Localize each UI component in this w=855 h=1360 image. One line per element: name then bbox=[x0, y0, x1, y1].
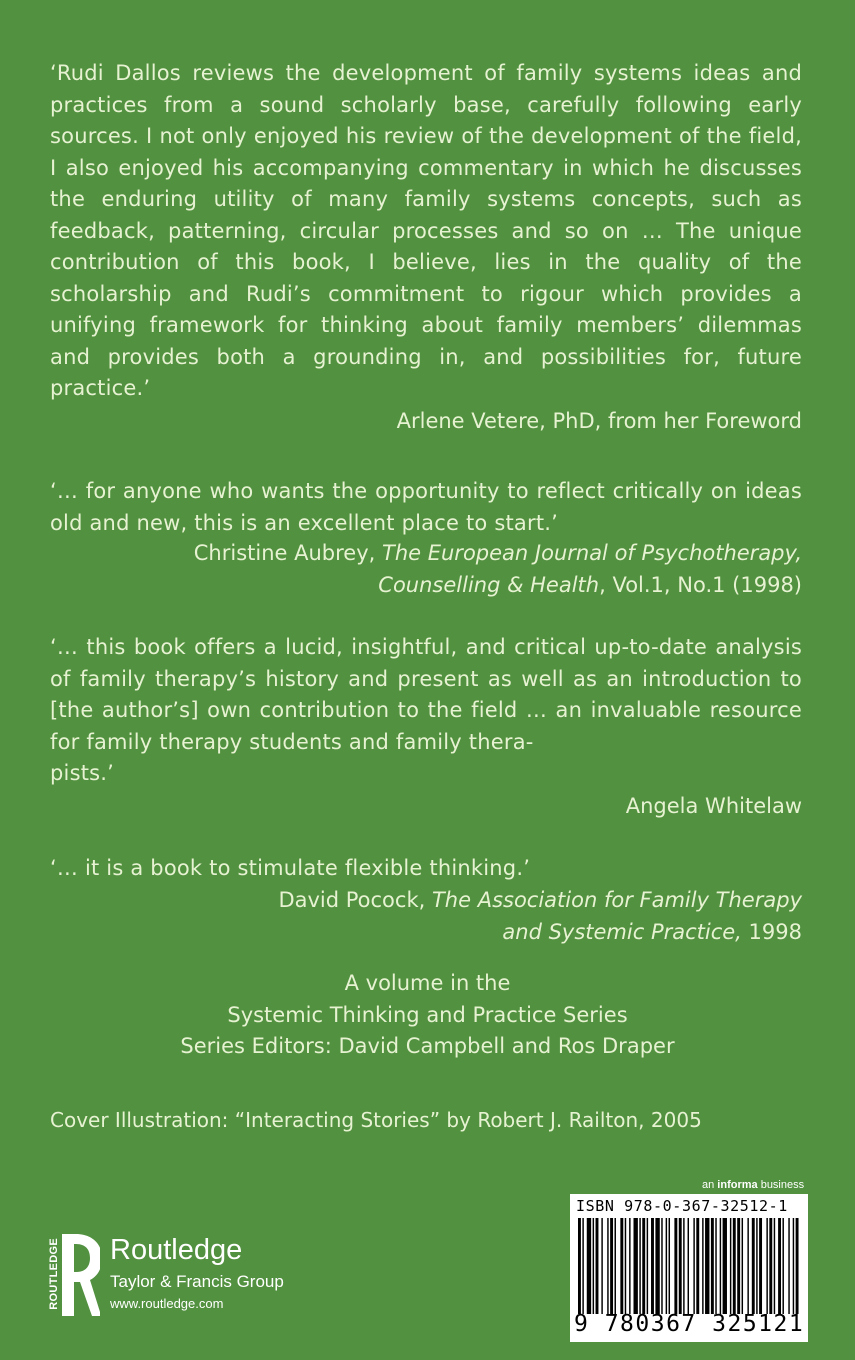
quote-3-text: ‘… this book offers a lucid, insightful, and critical up-to-date analysis of family therapy’s history and present as well as an introduction to [the author’s] own contribution to the field … an invaluable resource for family therapy students and family thera- bbox=[50, 635, 802, 754]
barcode-bar bbox=[759, 1218, 762, 1314]
barcode-bar bbox=[693, 1218, 694, 1314]
quote-4-attribution-block bbox=[50, 885, 802, 948]
barcode-bar bbox=[610, 1218, 613, 1314]
barcode-bar bbox=[723, 1218, 727, 1314]
isbn-barcode bbox=[570, 1194, 808, 1342]
barcode-bar bbox=[596, 1218, 599, 1314]
barcode-bar bbox=[639, 1218, 640, 1314]
barcode-bar bbox=[669, 1218, 670, 1314]
quote-2-text: ‘… for anyone who wants the opportunity to reflect critically on ideas old and new, this is an excellent place to start.’ bbox=[50, 479, 802, 535]
barcode-bar bbox=[661, 1218, 662, 1314]
routledge-logo bbox=[40, 1230, 340, 1330]
barcode-bar bbox=[766, 1218, 767, 1314]
barcode-bar bbox=[607, 1218, 608, 1314]
barcode-bar bbox=[747, 1218, 748, 1314]
barcode-bar bbox=[642, 1218, 645, 1314]
quote-1 bbox=[50, 58, 802, 405]
barcode-digits: 9 780367 325121 bbox=[574, 1311, 805, 1337]
barcode-bar bbox=[788, 1218, 789, 1314]
isbn-text: ISBN 978-0-367-32512-1 bbox=[576, 1197, 788, 1215]
quote-3 bbox=[50, 632, 802, 790]
barcode-bar bbox=[733, 1218, 736, 1314]
series-line-3: Series Editors: David Campbell and Ros Draper bbox=[180, 1034, 675, 1058]
barcode-bar bbox=[655, 1218, 659, 1314]
quote-3-attribution-block bbox=[50, 791, 802, 823]
barcode-bar bbox=[778, 1218, 781, 1314]
barcode-bar bbox=[629, 1218, 630, 1314]
barcode-bar bbox=[593, 1218, 594, 1314]
barcode-bar bbox=[742, 1218, 743, 1314]
barcode-bar bbox=[679, 1218, 682, 1314]
barcode-bar bbox=[625, 1218, 626, 1314]
publisher-group: Taylor & Francis Group bbox=[110, 1272, 284, 1291]
quote-2-attribution-block bbox=[50, 538, 802, 601]
quote-1-attribution: Arlene Vetere, PhD, from her Foreword bbox=[396, 409, 802, 433]
barcode-bar bbox=[752, 1218, 755, 1314]
cover-illustration-credit: Cover Illustration: “Interacting Stories” by Robert J. Railton, 2005 bbox=[50, 1108, 702, 1132]
quote-4-text: ‘… it is a book to stimulate flexible thinking.’ bbox=[50, 856, 531, 880]
barcode-bar bbox=[688, 1218, 689, 1314]
quote-4-attribution-journal: The Association for Family Therapy bbox=[431, 888, 802, 912]
barcode-bar bbox=[587, 1218, 591, 1314]
quote-1-text: ‘Rudi Dallos reviews the development of family systems ideas and practices from a sound scholarly base, carefully following early sources. I not only enjoyed his review of the development of the field, I also enjoyed his accompanying commentary in which he discusses the enduring utility of many family systems concepts, such as feedback, patterning, circular processes and so on … The unique contribution of this book, I believe, lies in the quality of the scholarship and Rudi’s commitment to rigour which provides a unifying framework for thinking about family members’ dilemmas and provides both a grounding in, and possibilities for, future practice.’ bbox=[50, 61, 802, 400]
barcode-bar bbox=[578, 1218, 581, 1314]
series-line-2: Systemic Thinking and Practice Series bbox=[227, 1002, 628, 1027]
barcode-bar bbox=[666, 1218, 667, 1314]
publisher-url: www.routledge.com bbox=[110, 1296, 224, 1311]
barcode-bar bbox=[634, 1218, 638, 1314]
barcode-bar bbox=[715, 1218, 716, 1314]
barcode-bar bbox=[720, 1218, 721, 1314]
quote-3-attribution: Angela Whitelaw bbox=[625, 794, 802, 818]
barcode-bar bbox=[647, 1218, 648, 1314]
quote-4-attribution-journal-2: and Systemic Practice, bbox=[502, 919, 742, 944]
barcode-bar bbox=[774, 1218, 775, 1314]
barcode-bar bbox=[730, 1218, 731, 1314]
quote-2-attribution-journal-2: Counselling & Health bbox=[378, 572, 600, 597]
barcode-bar bbox=[705, 1218, 709, 1314]
barcode-bar bbox=[702, 1218, 703, 1314]
barcode-bar bbox=[796, 1218, 799, 1314]
barcode-bar bbox=[615, 1218, 616, 1314]
routledge-vertical-text: ROUTLEDGE bbox=[48, 1238, 60, 1310]
barcode-bar bbox=[711, 1218, 714, 1314]
barcode-bar bbox=[601, 1218, 602, 1314]
series-line-1: A volume in the bbox=[344, 971, 511, 995]
barcode-bar bbox=[782, 1218, 783, 1314]
barcode-bar bbox=[696, 1218, 699, 1314]
quote-2-attribution-journal: The European Journal of Psychotherapy, bbox=[382, 541, 802, 565]
barcode-bar bbox=[582, 1218, 583, 1314]
quote-1-attribution-block bbox=[50, 406, 802, 438]
quote-4-attribution-name: David Pocock, bbox=[278, 888, 432, 912]
barcode-bar bbox=[756, 1218, 757, 1314]
quote-2-attribution-tail: , Vol.1, No.1 (1998) bbox=[599, 572, 802, 597]
quote-3-text-end: pists.’ bbox=[50, 761, 115, 785]
publisher-name: Routledge bbox=[110, 1234, 243, 1266]
quote-2 bbox=[50, 476, 802, 539]
barcode-bar bbox=[737, 1218, 740, 1314]
informa-tagline: an informa business bbox=[702, 1179, 805, 1191]
barcode-bar bbox=[683, 1218, 684, 1314]
barcode-bar bbox=[793, 1218, 794, 1314]
barcode-bar bbox=[620, 1218, 623, 1314]
barcode-bars bbox=[578, 1218, 800, 1314]
barcode-bar bbox=[651, 1218, 654, 1314]
informa-brand: informa bbox=[717, 1179, 758, 1191]
barcode-bar bbox=[769, 1218, 772, 1314]
barcode-bar bbox=[674, 1218, 677, 1314]
quote-4 bbox=[50, 853, 802, 885]
quote-4-attribution-tail: 1998 bbox=[741, 919, 802, 944]
quote-2-attribution-name: Christine Aubrey, bbox=[193, 541, 382, 565]
series-info bbox=[0, 968, 855, 1063]
